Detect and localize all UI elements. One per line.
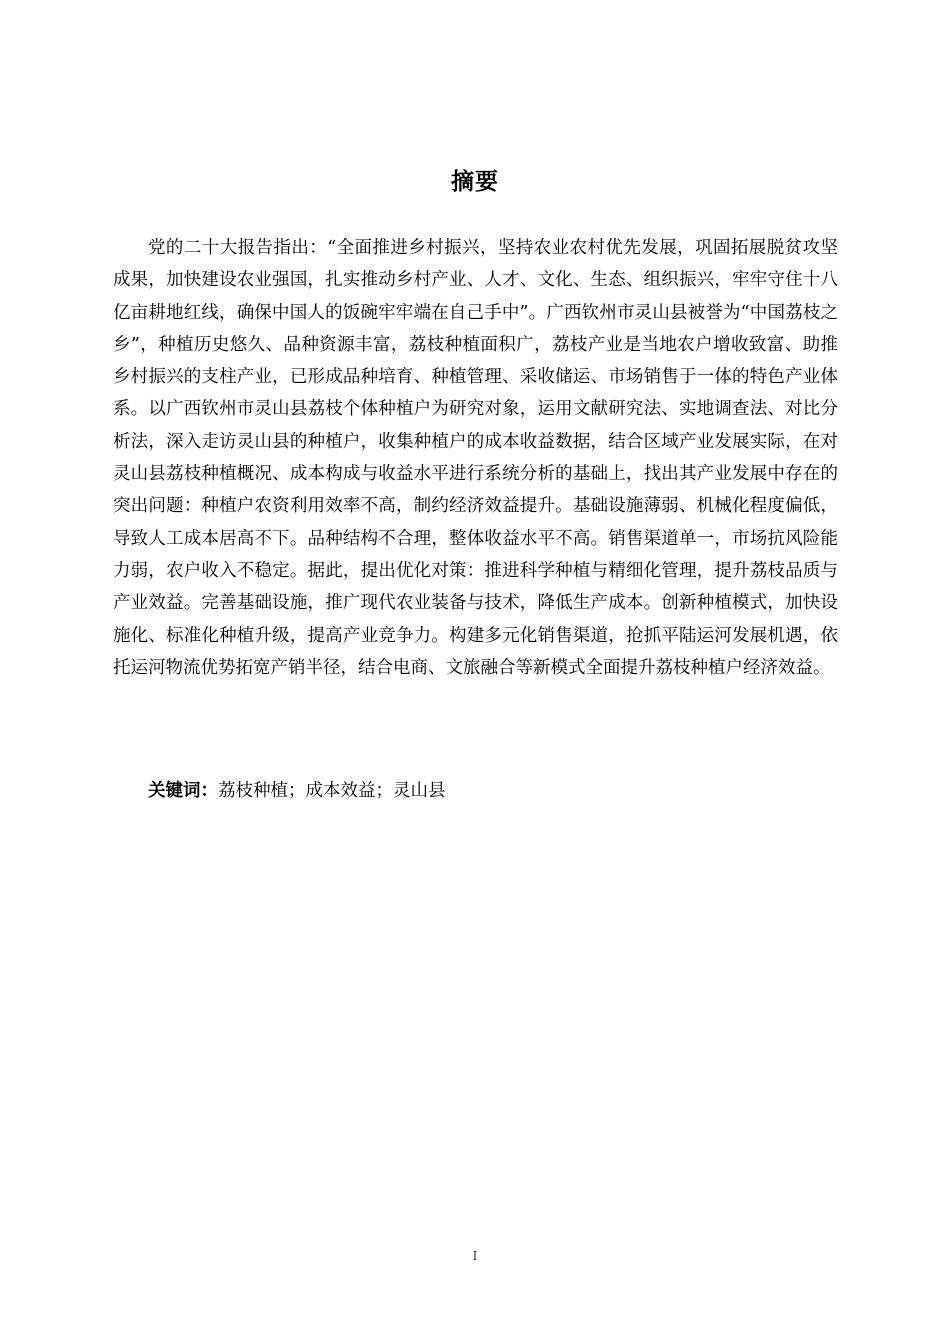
keywords-label: 关键词：	[148, 781, 218, 801]
keywords-line	[148, 776, 838, 806]
abstract-paragraph: 党的二十大报告指出：“全面推进乡村振兴，坚持农业农村优先发展，巩固拓展脱贫攻坚成果，加快建设农业强国，扎实推动乡村产业、人才、文化、生态、组织振兴，牢牢守住十八亿亩耕地红线，确保中国人的饭碗牢牢端在自己手中”。广西钦州市灵山县被誉为“中国荔枝之乡”，种植历史悠久、品种资源丰富，荔枝种植面积广，荔枝产业是当地农户增收致富、助推乡村振兴的支柱产业，已形成品种培育、种植管理、采收储运、市场销售于一体的特色产业体系。以广西钦州市灵山县荔枝个体种植户为研究对象，运用文献研究法、实地调查法、对比分析法，深入走访灵山县的种植户，收集种植户的成本收益数据，结合区域产业发展实际，在对灵山县荔枝种植概况、成本构成与收益水平进行系统分析的基础上，找出其产业发展中存在的突出问题：种植户农资利用效率不高，制约经济效益提升。基础设施薄弱、机械化程度偏低，导致人工成本居高不下。品种结构不合理，整体收益水平不高。销售渠道单一，市场抗风险能力弱，农户收入不稳定。据此，提出优化对策：推进科学种植与精细化管理，提升荔枝品质与产业效益。完善基础设施，推广现代农业装备与技术，降低生产成本。创新种植模式，加快设施化、标准化种植升级，提高产业竞争力。构建多元化销售渠道，抢抓平陆运河发展机遇，依托运河物流优势拓宽产销半径，结合电商、文旅融合等新模式全面提升荔枝种植户经济效益。	[113, 238, 838, 678]
page-number: I	[472, 1249, 478, 1263]
page-title: 摘要	[451, 169, 499, 195]
keywords-text: 荔枝种植；成本效益；灵山县	[218, 781, 446, 801]
